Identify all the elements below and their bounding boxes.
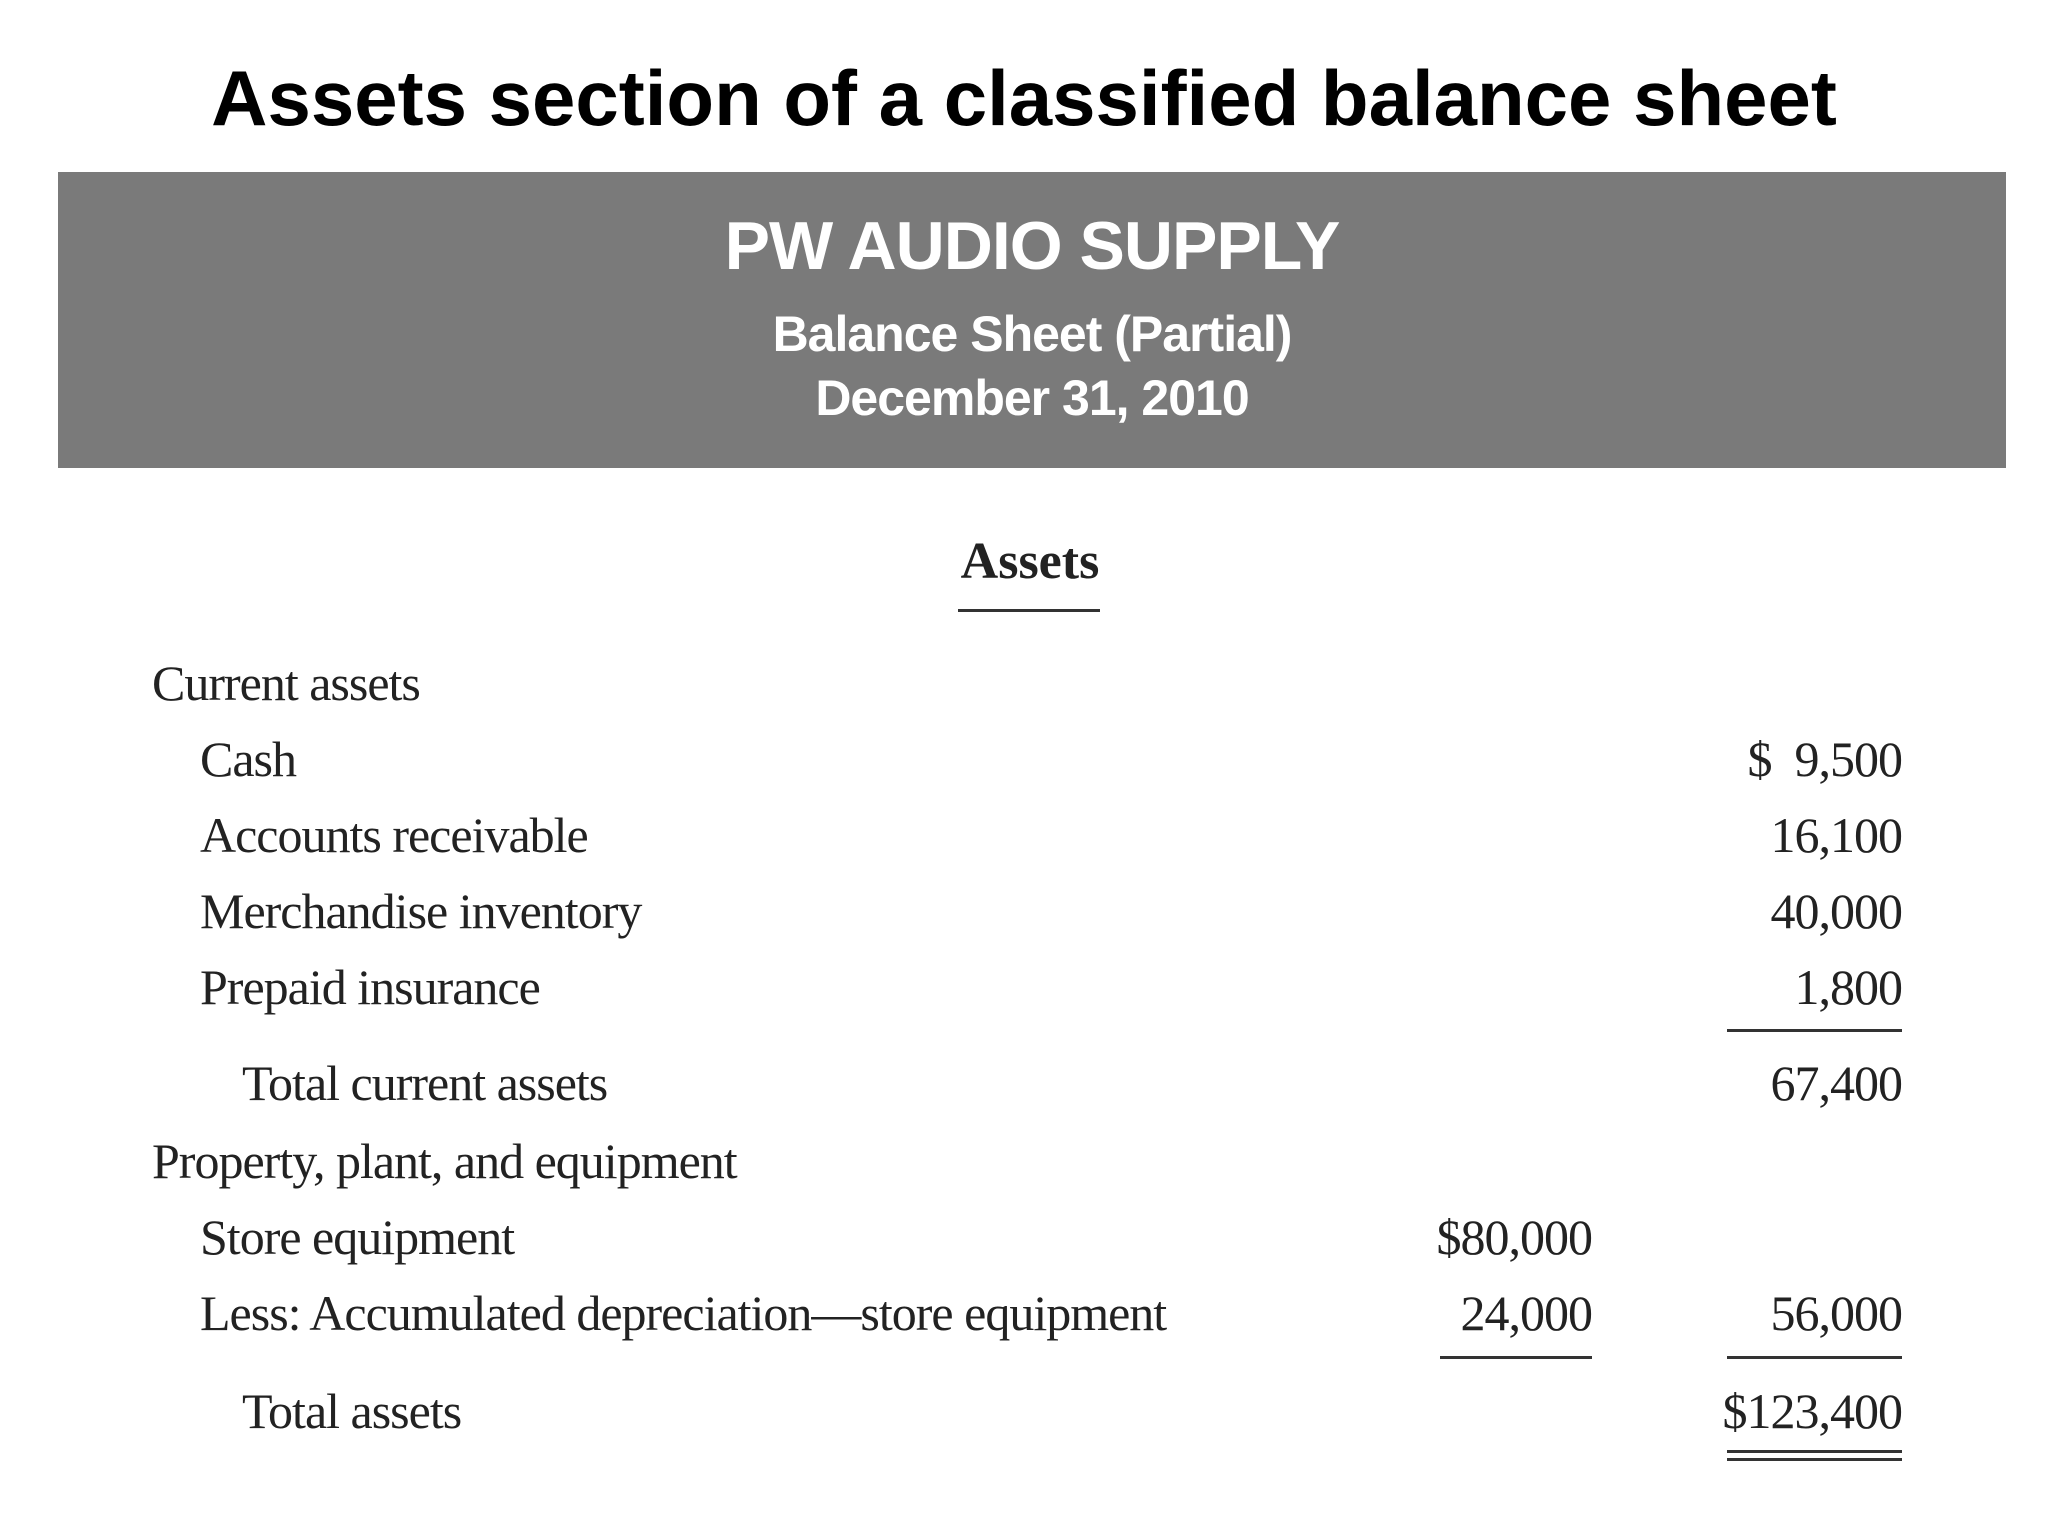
line-item-row bbox=[0, 876, 2048, 946]
store-equipment-amount: $80,000 bbox=[1436, 1209, 1592, 1265]
total-current-assets-amount: 67,400 bbox=[1770, 1055, 1902, 1111]
line-item-row bbox=[0, 1278, 2048, 1348]
line-item-row bbox=[0, 952, 2048, 1022]
accumulated-depreciation-amount: 24,000 bbox=[1460, 1285, 1592, 1341]
double-underline-top bbox=[1727, 1450, 1902, 1453]
section-heading: Assets bbox=[960, 533, 1100, 590]
cash-amount: $ 9,500 bbox=[1747, 731, 1902, 787]
total-row bbox=[0, 1048, 2048, 1118]
ppe-heading: Property, plant, and equipment bbox=[152, 1133, 737, 1189]
merchandise-inventory-amount: 40,000 bbox=[1770, 883, 1902, 939]
total-current-assets-label: Total current assets bbox=[242, 1055, 608, 1111]
statement-name: Balance Sheet (Partial) bbox=[772, 306, 1292, 362]
line-item-row bbox=[0, 724, 2048, 794]
current-assets-heading: Current assets bbox=[152, 655, 420, 711]
statement-date: December 31, 2010 bbox=[815, 370, 1249, 426]
total-assets-label: Total assets bbox=[242, 1383, 462, 1439]
current-assets-heading-row bbox=[0, 648, 2048, 718]
inner-subtotal-rule bbox=[1440, 1356, 1592, 1359]
line-item-row bbox=[0, 800, 2048, 870]
statement-header-banner bbox=[58, 172, 2006, 468]
net-store-equipment-amount: 56,000 bbox=[1770, 1285, 1902, 1341]
ppe-heading-row bbox=[0, 1126, 2048, 1196]
section-heading-underline bbox=[958, 609, 1100, 612]
subtotal-rule bbox=[1727, 1029, 1902, 1032]
accumulated-depreciation-label: Less: Accumulated depreciation—store equipment bbox=[200, 1285, 1167, 1341]
accounts-receivable-amount: 16,100 bbox=[1770, 807, 1902, 863]
cash-label: Cash bbox=[200, 731, 296, 787]
subtotal-rule bbox=[1727, 1356, 1902, 1359]
store-equipment-label: Store equipment bbox=[200, 1209, 515, 1265]
prepaid-insurance-label: Prepaid insurance bbox=[200, 959, 540, 1015]
line-item-row bbox=[0, 1202, 2048, 1272]
accounts-receivable-label: Accounts receivable bbox=[200, 807, 588, 863]
double-underline-bottom bbox=[1727, 1458, 1902, 1461]
prepaid-insurance-amount: 1,800 bbox=[1794, 959, 1902, 1015]
slide-title: Assets section of a classified balance sheet bbox=[211, 54, 1837, 142]
merchandise-inventory-label: Merchandise inventory bbox=[200, 883, 642, 939]
grand-total-row bbox=[0, 1376, 2048, 1446]
total-assets-amount: $123,400 bbox=[1722, 1383, 1902, 1439]
company-name: PW AUDIO SUPPLY bbox=[724, 208, 1340, 284]
